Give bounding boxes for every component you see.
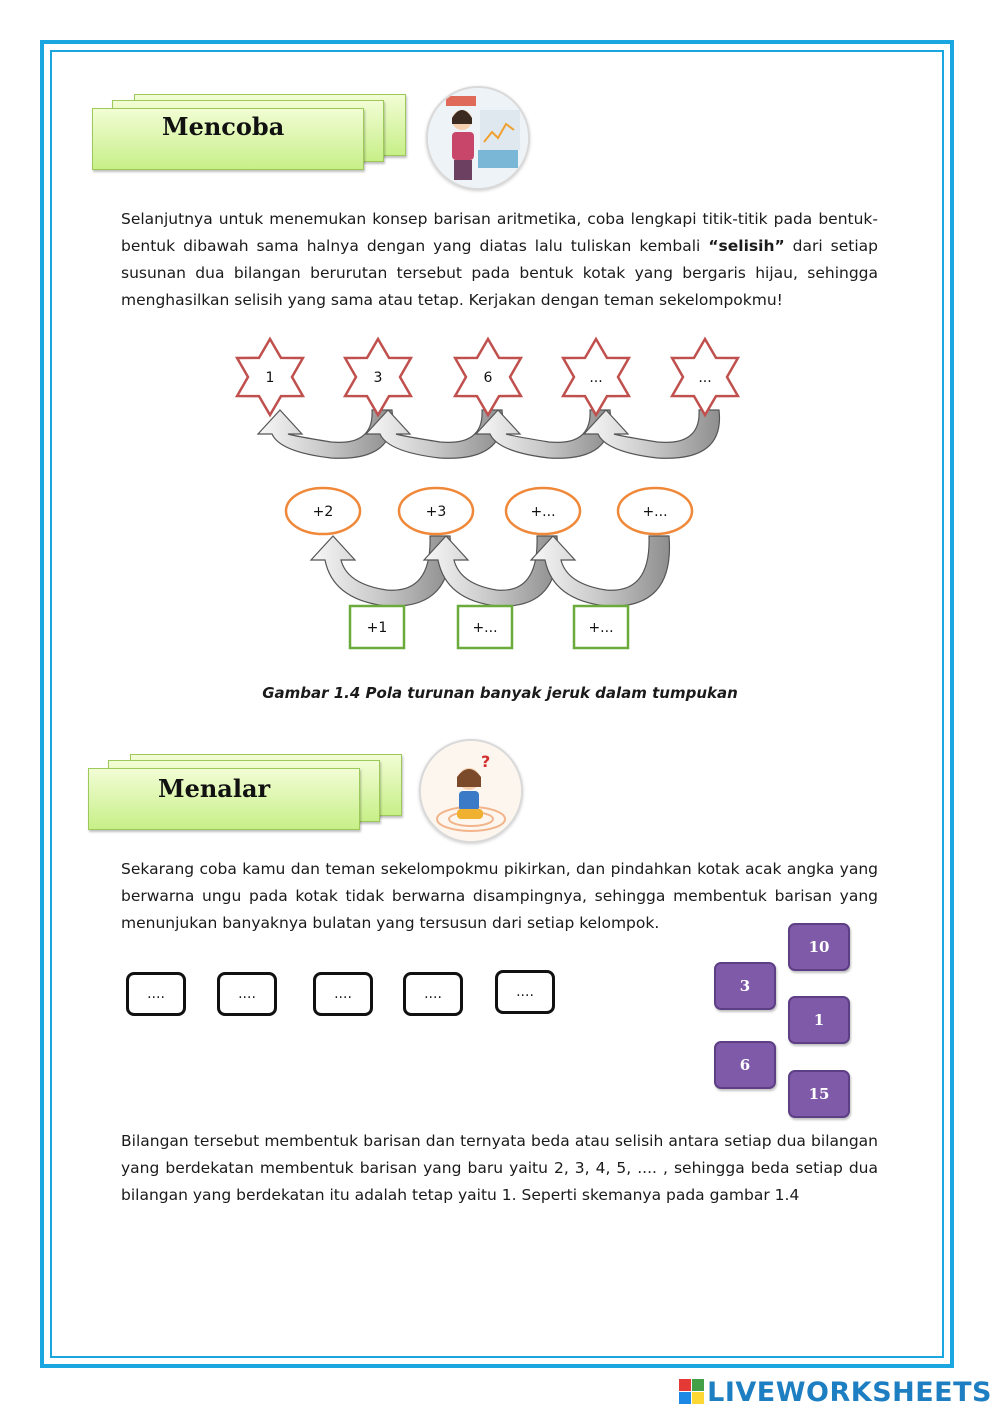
number-tile-3[interactable]: 3 xyxy=(714,962,776,1010)
menalar-title: Menalar xyxy=(158,774,271,803)
closing-paragraph: Bilangan tersebut membentuk barisan dan ternyata beda atau selisih antara setiap dua bilangan yang berdekatan membentuk barisan yang baru yaitu 2, 3, 4, 5, .... , sehingga beda setiap dua bilangan yang berdekatan itu adalah tetap yaitu 1. Seperti skemanya pada gambar 1.4 xyxy=(121,1132,878,1204)
number-tile-1[interactable]: 1 xyxy=(788,996,850,1044)
selisih-bold: “selisih” xyxy=(708,237,785,255)
mencoba-banner xyxy=(90,92,420,182)
answer-box-4[interactable]: .... xyxy=(403,972,463,1016)
number-tile-6[interactable]: 6 xyxy=(714,1041,776,1089)
arrow-bottom-2 xyxy=(424,536,557,606)
selisih-diagram xyxy=(0,330,1000,660)
oval-label-2: +3 xyxy=(425,504,447,520)
liveworksheets-logo-icon xyxy=(679,1379,705,1405)
menalar-paragraph: Sekarang coba kamu dan teman sekelompokmu pikirkan, dan pindahkan kotak acak angka yang berwarna ungu pada kotak tidak berwarna disampingnya, sehingga membentuk barisan yang menunjukan banyaknya bulatan yang tersusun dari setiap kelompok. xyxy=(121,860,878,932)
box-label-2: +... xyxy=(472,620,498,636)
liveworksheets-wordmark: LIVEWORKSHEETS xyxy=(707,1376,992,1408)
number-tile-15[interactable]: 15 xyxy=(788,1070,850,1118)
answer-box-2[interactable]: .... xyxy=(217,972,277,1016)
mencoba-text-1: Selanjutnya untuk menemukan konsep barisan aritmetika, coba lengkapi titik-titik pada bentuk-bentuk dibawah sama halnya dengan yang diatas lalu tuliskan kembali xyxy=(121,210,878,255)
arrow-bottom-1 xyxy=(311,536,450,606)
box-label-1: +1 xyxy=(366,620,388,636)
star-label-2: 3 xyxy=(373,370,383,386)
oval-label-1: +2 xyxy=(312,504,334,520)
box-label-3: +... xyxy=(588,620,614,636)
number-tile-10[interactable]: 10 xyxy=(788,923,850,971)
arrow-bottom-3 xyxy=(531,536,669,606)
svg-text:?: ? xyxy=(481,752,491,771)
liveworksheets-brand xyxy=(679,1375,992,1409)
oval-label-3: +... xyxy=(530,504,556,520)
arrow-top-4 xyxy=(584,410,719,458)
star-label-5: ... xyxy=(698,370,712,386)
answer-box-5[interactable]: .... xyxy=(495,970,555,1014)
mencoba-paragraph xyxy=(121,206,878,314)
menalar-banner xyxy=(86,752,416,842)
star-label-3: 6 xyxy=(483,370,493,386)
star-label-1: 1 xyxy=(265,370,275,386)
star-label-4: ... xyxy=(589,370,603,386)
answer-box-3[interactable]: .... xyxy=(313,972,373,1016)
teacher-illustration xyxy=(426,86,530,190)
mencoba-text-2: dari setiap susunan dua bilangan berurutan tersebut pada bentuk kotak yang bergaris hijau, sehingga menghasilkan selisih yang sama atau tetap. Kerjakan dengan teman sekelompokmu! xyxy=(121,237,879,309)
thinking-girl-illustration xyxy=(419,739,523,843)
figure-caption: Gambar 1.4 Pola turunan banyak jeruk dalam tumpukan xyxy=(262,684,738,702)
oval-label-4: +... xyxy=(642,504,668,520)
mencoba-title: Mencoba xyxy=(162,112,285,141)
answer-box-1[interactable]: .... xyxy=(126,972,186,1016)
